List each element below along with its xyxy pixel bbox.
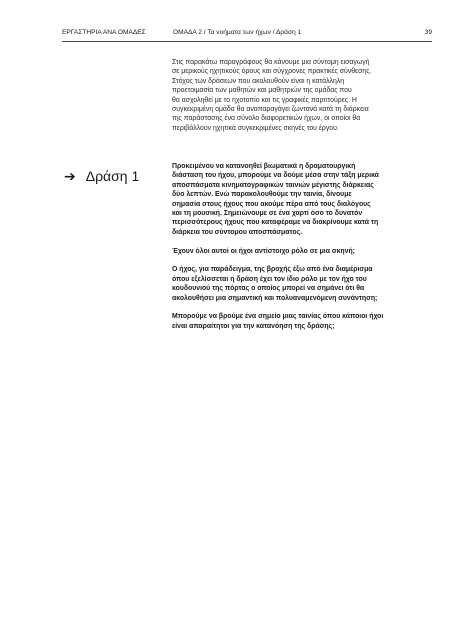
action-heading	[64, 166, 139, 186]
question-paragraph-2: Ο ήχος, για παράδειγμα, της βροχής έξω από ένα διαμέρισμα όπου εξελίσσεται η δράση έχει τον ίδιο ρόλο με τον ήχο του κουδουνιού της πόρτας ο οποίος μπορεί να σημάνει ότι θα ακολουθήσει μια σημαντική και πολυαναμενόμενη συνάντηση;	[172, 266, 378, 302]
question-paragraph-3: Μπορούμε να βρούμε ένα σημείο μιας ταινίας όπου κάποιοι ήχοι είναι απαραίτητοι για την κατανόηση της δράσης;	[172, 313, 384, 330]
question-paragraph-1: Έχουν όλοι αυτοί οι ήχοι αντίστοιχο ρόλο σε μια σκηνή;	[172, 247, 355, 255]
header-section-title: ΕΡΓΑΣΤΗΡΙΑ ΑΝΑ ΟΜΑΔΕΣ	[62, 29, 146, 36]
intro-paragraph: Στις παρακάτω παραγράφους θα κάνουμε μια σύντομη εισαγωγή σε μερικούς ηχητικούς όρους και σύγχρονες πρακτικές σύνθεσης. Στόχος των δράσεων που ακολουθούν είναι η κατάλληλη προετοιμασία των μαθητών και μαθητριών της ομάδας που θα ασχοληθεί με το ηχοτοπίο και τις γραφικές παρτιτούρες. Η συγκεκριμένη ομάδα θα αναπαραγάγει ζωντανά κατά τη διάρκεια της παράστασης ένα σύνολο διαφορετικών ήχων, οι οποίοι θα περιβάλλουν ηχητικά συγκεκριμένες σκηνές του έργου.	[172, 59, 372, 132]
header-divider	[62, 41, 432, 42]
action-title: Δράση 1	[85, 168, 140, 184]
header-group-label: ΟΜΑΔΑ 2	[173, 29, 202, 36]
instruction-paragraph: Προκειμένου να κατανοηθεί βιωματικά η δραματουργική διάσταση του ήχου, μπορούμε να δούμε μέσα στην τάξη μερικά αποσπάσματα κινηματογραφικών ταινιών μέγιστης διάρκειας δύο λεπτών. Ενώ παρακολουθούμε την ταινία, δίνουμε σημασία στους ήχους που ακούμε πέρα από τους διαλόγους και τη μουσική. Σημειώνουμε σε ένα χαρτί όσο το δυνατόν περισσότερους ήχους που καταφέραμε να διακρίνουμε κατά τη διάρκεια του σύντομου αποσπάσματος.	[172, 163, 379, 236]
header-chapter-title	[173, 27, 301, 39]
action-content	[172, 162, 430, 341]
arrow-right-icon: ➔	[64, 167, 76, 184]
header-topic-label: / Τα νοήματα των ήχων / Δράση 1	[201, 29, 302, 36]
page-number: 39	[424, 29, 432, 36]
running-header	[62, 27, 432, 39]
